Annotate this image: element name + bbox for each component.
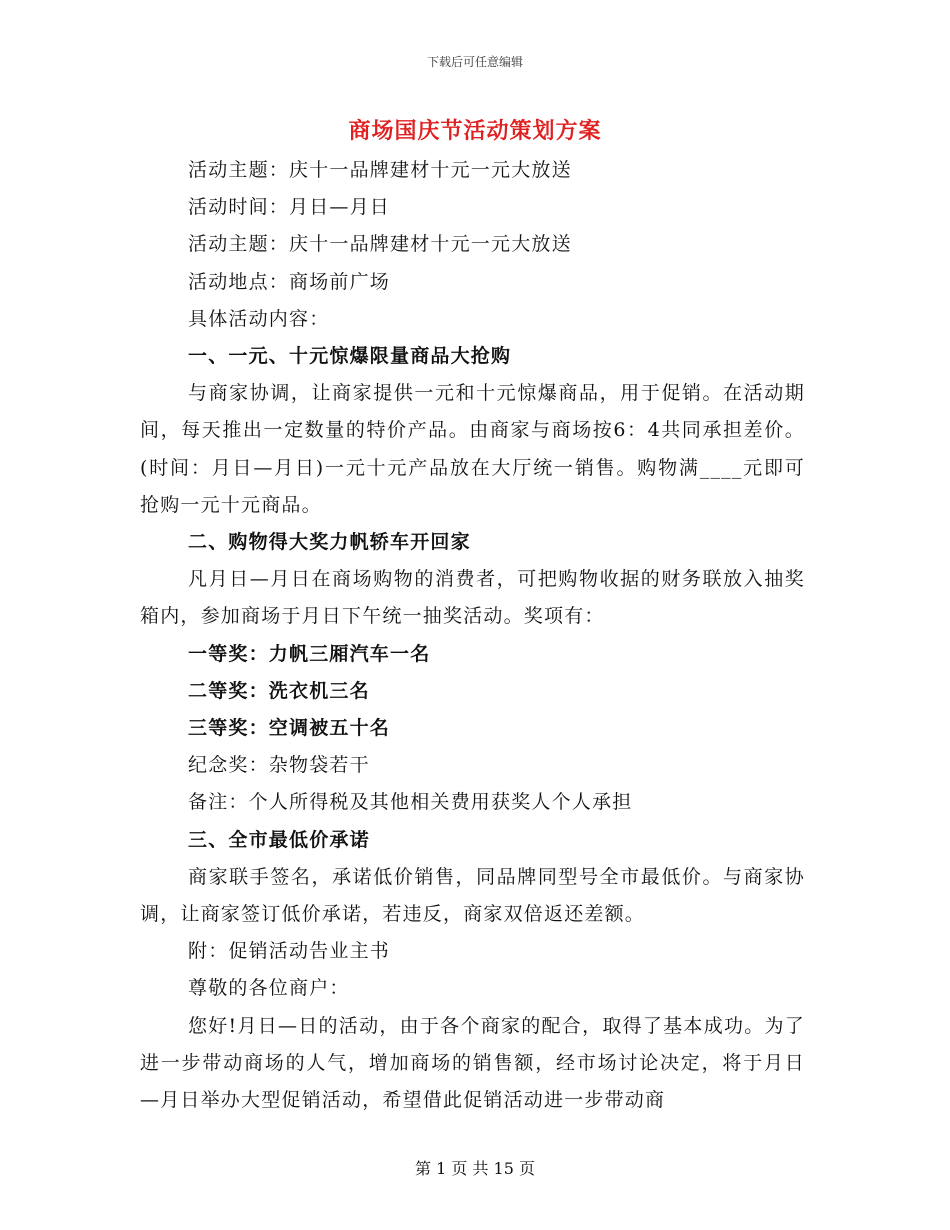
- paragraph-theme: 活动主题：庆十一品牌建材十元一元大放送: [188, 159, 572, 181]
- document-title: 商场国庆节活动策划方案: [348, 118, 602, 144]
- paragraph-section-3: 商家联手签名，承诺低价销售，同品牌同型号全市最低价。与商家协调，让商家签订低价承诺，若违反，商家双倍返还差额。: [140, 865, 805, 926]
- paragraph-theme-repeat: 活动主题：庆十一品牌建材十元一元大放送: [188, 233, 572, 256]
- prize-third: 三等奖：空调被五十名: [188, 717, 391, 740]
- page-header-note: 下载后可任意编辑: [426, 55, 523, 69]
- paragraph-content-heading: 具体活动内容：: [188, 307, 330, 330]
- page-number: 第 1 页 共 15 页: [415, 1159, 535, 1178]
- section-heading-2: 二、购物得大奖力帆轿车开回家: [188, 531, 471, 554]
- paragraph-time: 活动时间：月日—月日: [188, 196, 391, 219]
- paragraph-section-2: 凡月日—月日在商场购物的消费者，可把购物收据的财务联放入抽奖箱内，参加商场于月日下午统一抽奖活动。奖项有：: [140, 568, 805, 628]
- section-heading-1: 一、一元、十元惊爆限量商品大抢购: [188, 345, 512, 368]
- paragraph-location: 活动地点：商场前广场: [188, 270, 391, 293]
- paragraph-section-1: 与商家协调，让商家提供一元和十元惊爆商品，用于促销。在活动期间，每天推出一定数量的特价产品。由商家与商场按6：4共同承担差价。(时间：月日—月日)一元十元产品放在大厅统一销售。购物满____元即可抢购一元十元商品。: [140, 382, 805, 516]
- prize-second: 二等奖：洗衣机三名: [188, 679, 370, 702]
- document-body: [140, 152, 805, 1119]
- section-heading-3: 三、全市最低价承诺: [188, 828, 370, 851]
- paragraph-remark: 备注：个人所得税及其他相关费用获奖人个人承担: [188, 791, 633, 814]
- prize-souvenir: 纪念奖：杂物袋若干: [188, 754, 370, 777]
- prize-first: 一等奖：力帆三厢汽车一名: [188, 642, 431, 665]
- paragraph-salutation: 尊敬的各位商户：: [188, 977, 350, 1000]
- paragraph-letter-body: 您好!月日—日的活动，由于各个商家的配合，取得了基本成功。为了进一步带动商场的人气，增加商场的销售额，经市场讨论决定，将于月日—月日举办大型促销活动，希望借此促销活动进一步带动商: [140, 1014, 805, 1112]
- paragraph-appendix: 附：促销活动告业主书: [188, 940, 391, 963]
